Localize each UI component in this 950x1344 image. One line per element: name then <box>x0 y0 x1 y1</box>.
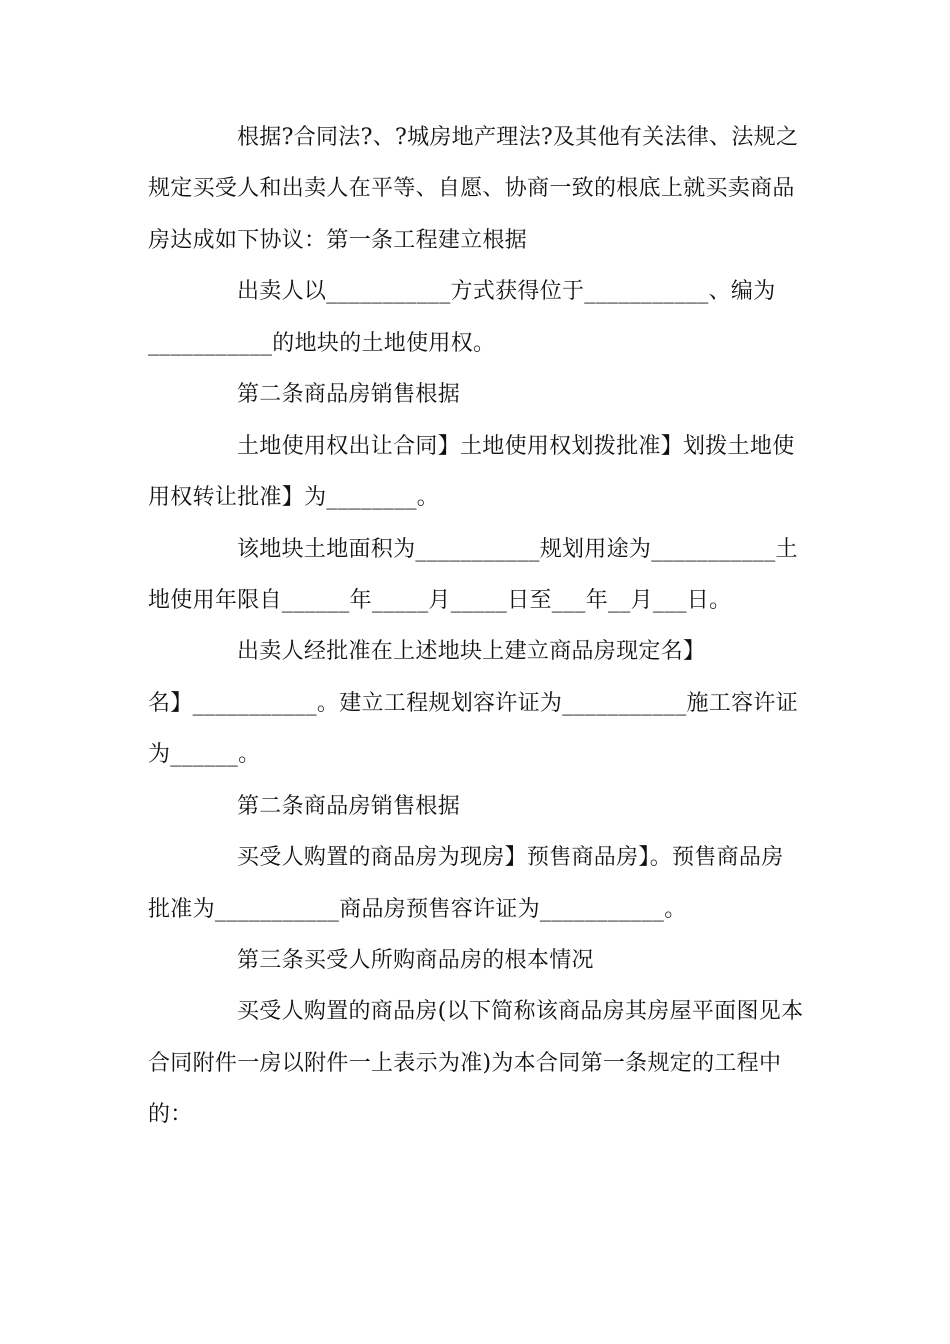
paragraph-line: 用权转让批准】为________。 <box>148 485 440 510</box>
paragraph-line: 的： <box>148 1102 193 1127</box>
section-heading: 第二条商品房销售根据 <box>237 382 461 407</box>
paragraph-line: 为______。 <box>148 742 261 767</box>
paragraph-line: 买受人购置的商品房(以下简称该商品房其房屋平面图见本 <box>237 999 804 1024</box>
paragraph-line: 出卖人以___________方式获得位于___________、编为 <box>237 279 776 304</box>
section-heading: 第三条买受人所购商品房的根本情况 <box>237 948 594 973</box>
section-heading: 第二条商品房销售根据 <box>237 794 461 819</box>
paragraph-line: 规定买受人和出卖人在平等、自愿、协商一致的根底上就买卖商品 <box>148 176 795 201</box>
paragraph-line: ___________的地块的土地使用权。 <box>148 331 496 356</box>
paragraph-line: 根据?合同法?、?城房地产理法?及其他有关法律、法规之 <box>237 125 799 150</box>
paragraph-line: 名】___________。建立工程规划容许证为___________施工容许证 <box>148 691 799 716</box>
paragraph-line: 出卖人经批准在上述地块上建立商品房现定名】 <box>237 639 706 664</box>
paragraph-line: 批准为___________商品房预售容许证为___________。 <box>148 897 687 922</box>
paragraph-line: 合同附件一房以附件一上表示为准)为本合同第一条规定的工程中 <box>148 1051 782 1076</box>
paragraph-line: 该地块土地面积为___________规划用途为___________土 <box>237 537 798 562</box>
paragraph-line: 买受人购置的商品房为现房】预售商品房】。预售商品房 <box>237 845 784 870</box>
paragraph-line: 地使用年限自______年_____月_____日至___年__月___日。 <box>148 588 732 613</box>
paragraph-line: 土地使用权出让合同】土地使用权划拨批准】划拨土地使 <box>237 434 795 459</box>
paragraph-line: 房达成如下协议：第一条工程建立根据 <box>148 228 528 253</box>
